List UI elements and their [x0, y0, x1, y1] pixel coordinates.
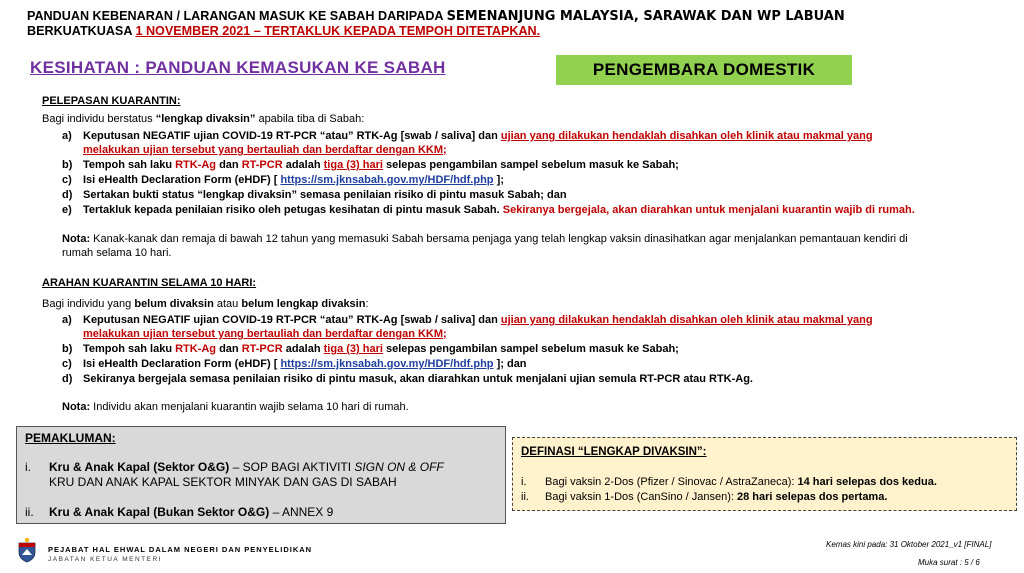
notice-item: Kru & Anak Kapal (Sektor O&G) – SOP BAGI AKTIVITI SIGN ON & OFF KRU DAN ANAK KAPAL SEKTOR MINYAK DAN GAS DI SABAH	[49, 460, 444, 489]
definition-item: Bagi vaksin 2-Dos (Pfizer / Sinovac / AstraZaneca): 14 hari selepas dos kedua.	[545, 476, 937, 488]
notice-box	[16, 426, 506, 524]
release-intro: Bagi individu berstatus “lengkap divaksin” apabila tiba di Sabah:	[42, 113, 365, 125]
definition-title: DEFINASI “LENGKAP DIVAKSIN”:	[521, 446, 707, 458]
domestic-traveller-badge: PENGEMBARA DOMESTIK	[556, 55, 852, 85]
notice-item-label: ii.	[25, 505, 34, 519]
document-header	[27, 9, 987, 39]
sabah-crest-icon	[16, 537, 38, 563]
release-list: a) Keputusan NEGATIF ujian COVID-19 RT-PCR “atau” RTK-Ag [swab / saliva] dan ujian yang dilakukan hendaklah disahkan oleh klinik atau makmal yang melakukan ujian tersebut yang bertauliah dan berdaftar dengan KKM; b) Tempoh sah laku RTK-Ag dan RT-PCR adalah tiga (3) hari selepas pengambilan sampel sebelum masuk ke Sabah; c) Isi eHealth Declaration Form (eHDF) [ https://sm.jknsabah.gov.my/HDF/hdf.php ]; d) Sertakan bukti status “lengkap divaksin” semasa penilaian risiko di pintu masuk Sabah; dan e) Tertakluk kepada penilaian risiko oleh petugas kesihatan di pintu masuk Sabah. Sekiranya bergejala, akan diarahkan untuk menjalani kuarantin wajib di rumah.	[62, 130, 915, 216]
definition-item: Bagi vaksin 1-Dos (CanSino / Jansen): 28 hari selepas dos pertama.	[545, 491, 888, 503]
release-note: Nota: Kanak-kanak dan remaja di bawah 12 tahun yang memasuki Sabah bersama penjaga yang telah lengkap vaksin dinasihatkan agar menjalankan pemantauan kendiri di rumah selama 10 hari.	[62, 233, 908, 259]
footer-organization: PEJABAT HAL EHWAL DALAM NEGERI DAN PENYELIDIKAN	[48, 545, 313, 554]
notice-item: Kru & Anak Kapal (Bukan Sektor O&G) – ANNEX 9	[49, 505, 334, 519]
quarantine-intro: Bagi individu yang belum divaksin atau belum lengkap divaksin:	[42, 298, 369, 310]
ehdf-link[interactable]: https://sm.jknsabah.gov.my/HDF/hdf.php	[280, 358, 494, 370]
header-line1: PANDUAN KEBENARAN / LARANGAN MASUK KE SABAH DARIPADA SEMENANJUNG MALAYSIA, SARAWAK DAN WP LABUAN	[27, 9, 845, 24]
quarantine-note: Nota: Individu akan menjalani kuarantin wajib selama 10 hari di rumah.	[62, 401, 409, 413]
definition-box	[512, 437, 1017, 511]
quarantine-heading: ARAHAN KUARANTIN SELAMA 10 HARI:	[42, 277, 257, 289]
footer-updated-date: Kemas kini pada: 31 Oktober 2021_v1 [FINAL]	[826, 540, 992, 549]
footer-page-number: Muka surat : 5 / 6	[918, 558, 980, 567]
ehdf-link[interactable]: https://sm.jknsabah.gov.my/HDF/hdf.php	[280, 174, 494, 186]
definition-item-label: ii.	[521, 491, 529, 503]
header-line2: BERKUATKUASA 1 NOVEMBER 2021 – TERTAKLUK KEPADA TEMPOH DITETAPKAN.	[27, 24, 541, 38]
notice-item-label: i.	[25, 460, 31, 474]
release-heading: PELEPASAN KUARANTIN:	[42, 95, 181, 107]
footer-department: JABATAN KETUA MENTERI	[48, 556, 162, 563]
section-title: KESIHATAN : PANDUAN KEMASUKAN KE SABAH	[30, 58, 446, 77]
quarantine-list: a) Keputusan NEGATIF ujian COVID-19 RT-PCR “atau” RTK-Ag [swab / saliva] dan ujian yang dilakukan hendaklah disahkan oleh klinik atau makmal yang melakukan ujian tersebut yang bertauliah dan berdaftar dengan KKM; b) Tempoh sah laku RTK-Ag dan RT-PCR adalah tiga (3) hari selepas pengambilan sampel sebelum masuk ke Sabah; c) Isi eHealth Declaration Form (eHDF) [ https://sm.jknsabah.gov.my/HDF/hdf.php ]; dan d) Sekiranya bergejala semasa penilaian risiko di pintu masuk, akan diarahkan untuk menjalani ujian semula RT-PCR atau RTK-Ag.	[62, 314, 873, 385]
notice-title: PEMAKLUMAN:	[25, 431, 116, 445]
definition-item-label: i.	[521, 476, 527, 488]
